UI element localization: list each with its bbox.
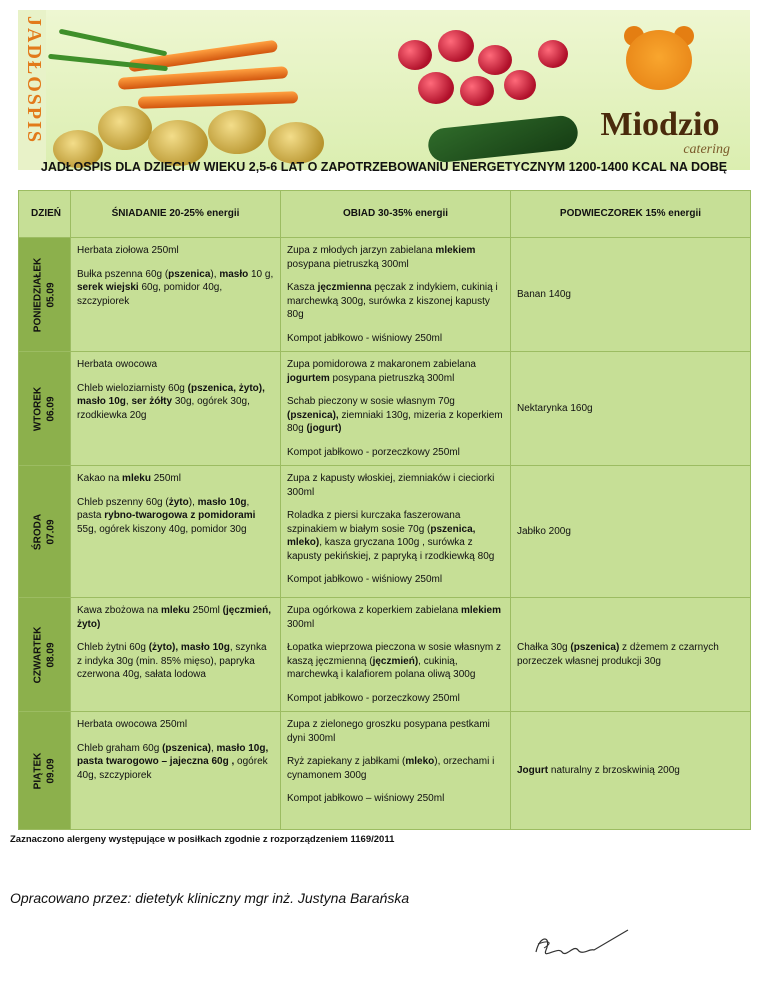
day-cell	[19, 712, 71, 830]
lunch-item: Zupa ogórkowa z koperkiem zabielana mlekiem 300ml	[287, 605, 502, 630]
header-breakfast: ŚNIADANIE 20-25% energii	[71, 191, 281, 238]
brand-subtitle: catering	[683, 142, 730, 157]
lunch-item: Kompot jabłkowo – wiśniowy 250ml	[287, 793, 445, 804]
day-date: 07.09	[44, 518, 56, 545]
header-day: DZIEŃ	[19, 191, 71, 238]
snack-cell	[511, 238, 751, 352]
snack-cell	[511, 466, 751, 598]
radish-image	[478, 45, 512, 75]
menu-body	[19, 238, 751, 830]
day-date: 05.09	[44, 281, 56, 308]
lunch-item: Kompot jabłkowo - porzeczkowy 250ml	[287, 446, 460, 458]
day-row	[19, 466, 751, 598]
author-credit: Opracowano przez: dietetyk kliniczny mgr inż. Justyna Barańska	[10, 890, 410, 906]
snack-item: Chałka 30g (pszenica) z dżemem z czarnych porzeczek własnej produkcji 30g	[517, 642, 719, 667]
lunch-cell	[281, 712, 511, 830]
bear-icon	[626, 30, 692, 90]
breakfast-cell	[71, 466, 281, 598]
day-label	[32, 257, 57, 331]
lunch-item: Ryż zapiekany z jabłkami (mleko), orzechami i cynamonem 300g	[287, 756, 495, 781]
day-label	[32, 513, 57, 549]
brand-logo	[580, 24, 740, 160]
day-date: 06.09	[44, 395, 56, 422]
lunch-item: Roladka z piersi kurczaka faszerowana szpinakiem w białym sosie 70g (pszenica, mleko), kasza gryczana 100g , surówka z kapusty pekińskiej, z papryką i rzodkiewką 80g	[287, 510, 495, 562]
day-cell	[19, 466, 71, 598]
day-label	[32, 752, 57, 789]
potato-image	[268, 122, 324, 164]
breakfast-cell	[71, 712, 281, 830]
breakfast-item: Chleb pszenny 60g (żyto), masło 10g, pasta rybno-twarogowa z pomidorami 55g, ogórek kiszony 40g, pomidor 30g	[77, 496, 256, 535]
day-cell	[19, 598, 71, 712]
snack-cell	[511, 598, 751, 712]
day-label	[32, 626, 57, 683]
lunch-item: Zupa z zielonego groszku posypana pestkami dyni 300ml	[287, 719, 490, 744]
radish-image	[438, 30, 474, 62]
breakfast-item: Chleb żytni 60g (żyto), masło 10g, szynka z indyka 30g (min. 85% mięso), papryka czerwona 40g, sałata lodowa	[77, 642, 267, 680]
day-name: ŚRODA	[32, 513, 43, 550]
lunch-item: Kompot jabłkowo - wiśniowy 250ml	[287, 574, 443, 585]
day-date: 08.09	[44, 641, 56, 668]
snack-item: Nektarynka 160g	[517, 402, 593, 414]
snack-item: Jabłko 200g	[517, 525, 571, 537]
lunch-item: Kasza jęczmienna pęczak z indykiem, cukinią i marchewką 300g, surówka z kiszonej kapusty 80g	[287, 282, 498, 320]
signature-image	[528, 922, 638, 968]
radish-image	[418, 72, 454, 104]
day-row	[19, 712, 751, 830]
potato-image	[98, 106, 152, 150]
day-name: WTOREK	[32, 386, 43, 431]
vertical-logo: JADŁOSPIS	[18, 10, 46, 170]
snack-cell	[511, 712, 751, 830]
breakfast-cell	[71, 352, 281, 466]
header-snack: PODWIECZOREK 15% energii	[511, 191, 751, 238]
lunch-item: Schab pieczony w sosie własnym 70g (pszenica), ziemniaki 130g, mizeria z koperkiem 80g (jogurt)	[287, 396, 503, 434]
lunch-cell	[281, 238, 511, 352]
day-row	[19, 238, 751, 352]
lunch-item: Kompot jabłkowo - porzeczkowy 250ml	[287, 692, 460, 704]
day-cell	[19, 352, 71, 466]
potato-image	[208, 110, 266, 154]
snack-cell	[511, 352, 751, 466]
day-name: PONIEDZIAŁEK	[32, 257, 43, 332]
lunch-item: Zupa z młodych jarzyn zabielana mlekiem posypana pietruszką 300ml	[287, 245, 476, 270]
day-row	[19, 352, 751, 466]
day-name: CZWARTEK	[32, 626, 43, 683]
breakfast-item: Kawa zbożowa na mleku 250ml (jęczmień, żyto)	[77, 605, 272, 630]
header-lunch: OBIAD 30-35% energii	[281, 191, 511, 238]
page-title: JADŁOSPIS DLA DZIECI W WIEKU 2,5-6 LAT O ZAPOTRZEBOWANIU ENERGETYCZNYM 1200-1400 KCAL NA DOBĘ	[40, 160, 728, 174]
breakfast-cell	[71, 238, 281, 352]
radish-image	[504, 70, 536, 100]
breakfast-cell	[71, 598, 281, 712]
lunch-item: Łopatka wieprzowa pieczona w sosie własnym z kaszą jęczmienną (jęczmień), cukinią, marchewką i kalafiorem polana oliwą 300g	[287, 642, 501, 680]
snack-item: Banan 140g	[517, 288, 571, 300]
day-cell	[19, 238, 71, 352]
allergen-footnote: Zaznaczono alergeny występujące w posiłkach zgodnie z rozporządzeniem 1169/2011	[10, 834, 395, 845]
breakfast-item: Kakao na mleku 250ml	[77, 473, 181, 484]
leaf-image	[59, 29, 168, 57]
table-header-row	[19, 191, 751, 238]
menu-table	[18, 190, 751, 830]
lunch-cell	[281, 352, 511, 466]
breakfast-item: Herbata owocowa	[77, 359, 158, 370]
header-banner	[18, 10, 750, 170]
carrot-image	[138, 91, 298, 109]
day-row	[19, 598, 751, 712]
breakfast-item: Herbata owocowa 250ml	[77, 719, 188, 730]
snack-item: Jogurt naturalny z brzoskwinią 200g	[517, 764, 680, 776]
cucumber-image	[427, 114, 580, 163]
breakfast-item: Herbata ziołowa 250ml	[77, 245, 179, 256]
breakfast-item: Bułka pszenna 60g (pszenica), masło 10 g, serek wiejski 60g, pomidor 40g, szczypiorek	[77, 268, 274, 307]
lunch-item: Zupa z kapusty włoskiej, ziemniaków i cieciorki 300ml	[287, 473, 495, 498]
radish-image	[460, 76, 494, 106]
radish-image	[538, 40, 568, 68]
lunch-item: Zupa pomidorowa z makaronem zabielana jogurtem posypana pietruszką 300ml	[287, 359, 476, 384]
brand-name: Miodzio	[600, 106, 720, 143]
day-label	[32, 386, 57, 430]
day-date: 09.09	[44, 757, 56, 784]
day-name: PIĄTEK	[32, 752, 43, 789]
lunch-cell	[281, 598, 511, 712]
breakfast-item: Chleb wieloziarnisty 60g (pszenica, żyto), masło 10g, ser żółty 30g, ogórek 30g, rzodkiewka 20g	[77, 382, 265, 421]
breakfast-item: Chleb graham 60g (pszenica), masło 10g, pasta twarogowo – jajeczna 60g , ogórek 40g, szczypiorek	[77, 742, 269, 781]
radish-image	[398, 40, 432, 70]
lunch-cell	[281, 466, 511, 598]
lunch-item: Kompot jabłkowo - wiśniowy 250ml	[287, 332, 443, 344]
